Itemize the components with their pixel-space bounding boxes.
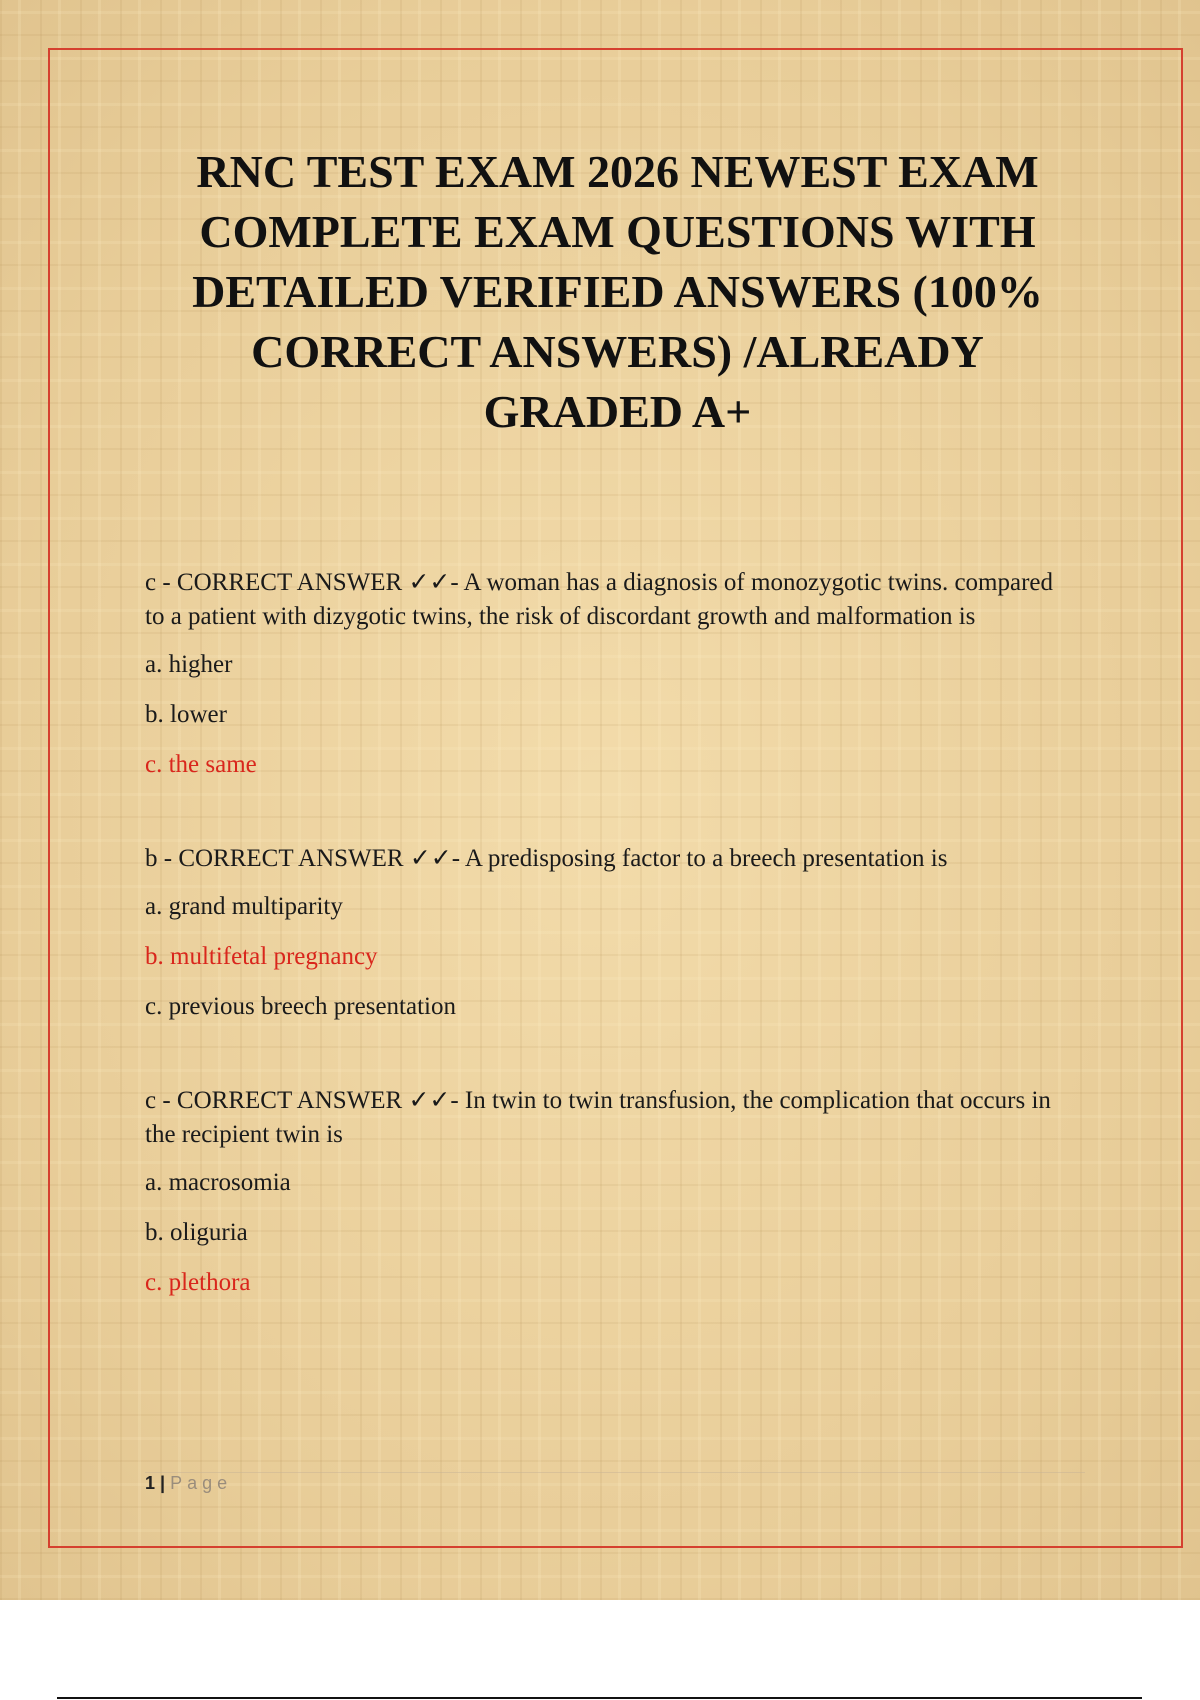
- answer-option-a: a. higher: [145, 651, 233, 678]
- bottom-divider: [57, 1697, 1142, 1699]
- answer-option-b: b. lower: [145, 701, 227, 728]
- answer-option-a: a. grand multiparity: [145, 893, 343, 920]
- answer-option-c-correct: c. plethora: [145, 1269, 251, 1296]
- document-title: RNC TEST EXAM 2026 NEWEST EXAM COMPLETE EXAM QUESTIONS WITH DETAILED VERIFIED ANSWERS (100% CORRECT ANSWERS) /ALREADY GRADED A+: [192, 146, 1043, 437]
- answer-option-a: a. macrosomia: [145, 1169, 291, 1196]
- questions-section: [145, 566, 1065, 1360]
- page-label: Page: [170, 1473, 233, 1493]
- answer-option-b-correct: b. multifetal pregnancy: [145, 943, 378, 970]
- answer-option-c: c. previous breech presentation: [145, 993, 456, 1020]
- question-block-2: [145, 842, 1065, 1024]
- answer-option-b: b. oliguria: [145, 1219, 248, 1246]
- page-footer: [145, 1472, 1085, 1503]
- question-block-1: [145, 566, 1065, 782]
- answer-option-c-correct: c. the same: [145, 751, 257, 778]
- footer-separator: |: [160, 1473, 166, 1493]
- question-text: c - CORRECT ANSWER ✓✓- A woman has a diagnosis of monozygotic twins. compared to a patient with dizygotic twins, the risk of discordant growth and malformation is: [145, 569, 1054, 630]
- question-text: c - CORRECT ANSWER ✓✓- In twin to twin transfusion, the complication that occurs in the recipient twin is: [145, 1087, 1051, 1148]
- question-block-3: [145, 1084, 1065, 1300]
- page-number: 1: [145, 1473, 156, 1493]
- question-text: b - CORRECT ANSWER ✓✓- A predisposing factor to a breech presentation is: [145, 845, 948, 872]
